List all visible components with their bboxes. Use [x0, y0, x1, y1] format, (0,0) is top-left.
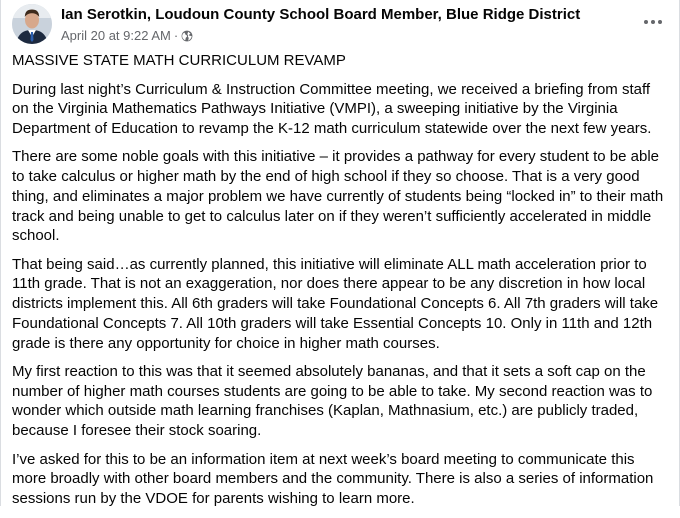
post-paragraph: There are some noble goals with this initiative – it provides a pathway for every student to be able to take calculus or higher math by the end of high school if they so choose. That is a very good thing, and eliminates a major problem we have currently of students being “locked in” to their math track and being unable to get to calculus later on if they weren’t sufficiently accelerated in middle school.: [12, 148, 664, 245]
globe-icon[interactable]: [181, 30, 193, 42]
meta-separator: ·: [173, 28, 179, 43]
post-paragraph: That being said…as currently planned, this initiative will eliminate ALL math acceleration prior to 11th grade. That is not an exaggeration, nor does there appear to be any discretion in how local districts implement this. All 6th graders will take Foundational Concepts 6. All 7th graders will take Foundational Concepts 7. All 10th graders will take Essential Concepts 10. Only in 11th and 12th grade is there any opportunity for choice in higher math courses.: [12, 255, 659, 352]
more-options-icon: [644, 20, 648, 24]
post-headline: MASSIVE STATE MATH CURRICULUM REVAMP: [12, 52, 346, 69]
more-options-icon-dot: [658, 20, 662, 24]
avatar-image: [12, 4, 52, 44]
post-header: [12, 4, 668, 46]
post-paragraph: I’ve asked for this to be an information item at next week’s board meeting to communicate this more broadly with other board members and the community. There is also a series of information sessions run by the VDOE for parents wishing to learn more.: [12, 450, 654, 508]
author-avatar[interactable]: [12, 4, 52, 44]
post-paragraph: During last night’s Curriculum & Instruction Committee meeting, we received a briefing from staff on the Virginia Mathematics Pathways Initiative (VMPI), a sweeping initiative by the Virginia Department of Education to revamp the K-12 math curriculum statewide over the next few years.: [12, 80, 652, 137]
more-options-button[interactable]: [638, 10, 668, 34]
post-timestamp[interactable]: April 20 at 9:22 AM: [61, 28, 171, 43]
post-paragraph: My first reaction to this was that it seemed absolutely bananas, and that it sets a soft cap on the number of higher math courses students are going to be able to take. My second reaction was to wonder which outside math learning franchises (Kaplan, Mathnasium, etc.) are publicly traded, because I foresee their stock soaring.: [12, 363, 653, 440]
author-name[interactable]: Ian Serotkin, Loudoun County School Board Member, Blue Ridge District: [61, 6, 581, 23]
more-options-icon-dot: [651, 20, 655, 24]
post-meta: [61, 28, 193, 43]
post-content: [12, 51, 664, 518]
